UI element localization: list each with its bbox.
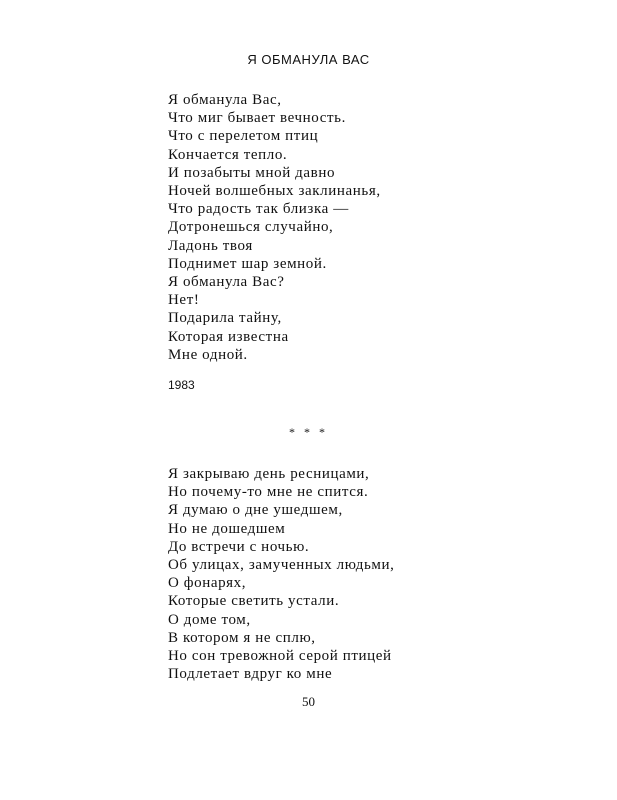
section-separator: * * * <box>289 425 328 439</box>
poem-title: Я ОБМАНУЛА ВАС <box>247 52 370 67</box>
poem-line: Кончается тепло. <box>168 146 288 163</box>
poem-line: Об улицах, замученных людьми, <box>168 557 395 574</box>
poem-line: И позабыты мной давно <box>168 164 336 181</box>
poem-2-lines <box>168 465 394 683</box>
poem-line: Я обманула Вас, <box>168 92 282 108</box>
poem-1-lines <box>168 91 381 364</box>
poem-year: 1983 <box>168 378 195 392</box>
poem-line: Которая известна <box>168 328 289 345</box>
poem-line: Которые светить устали. <box>168 593 340 610</box>
poem-line: Поднимет шар земной. <box>168 255 327 272</box>
poem-line: Подлетает вдруг ко мне <box>168 666 333 683</box>
page-number: 50 <box>302 694 315 709</box>
poem-line: О фонарях, <box>168 575 247 592</box>
poem-line: Но сон тревожной серой птицей <box>168 648 392 665</box>
poem-line: Ночей волшебных заклинанья, <box>168 183 381 200</box>
poem-line: Дотронешься случайно, <box>168 219 334 236</box>
poem-line: Я обманула Вас? <box>168 274 285 291</box>
poem-line: В котором я не сплю, <box>168 629 316 646</box>
poem-line: Мне одной. <box>168 346 248 363</box>
poem-line: Что миг бывает вечность. <box>168 110 346 127</box>
poem-line: Подарила тайну, <box>168 310 282 327</box>
poem-line: Нет! <box>168 292 200 309</box>
poem-line: Я думаю о дне ушедшем, <box>168 502 343 519</box>
poem-line: Что радость так близка — <box>168 201 349 218</box>
poem-line: Но почему-то мне не спится. <box>168 484 369 501</box>
poem-line: Что с перелетом птиц <box>168 128 319 145</box>
poem-line: До встречи с ночью. <box>168 538 310 555</box>
poem-line: Ладонь твоя <box>168 237 253 254</box>
poem-line: О доме том, <box>168 611 251 628</box>
poem-line: Но не дошедшем <box>168 520 286 537</box>
poem-line: Я закрываю день ресницами, <box>168 466 370 482</box>
